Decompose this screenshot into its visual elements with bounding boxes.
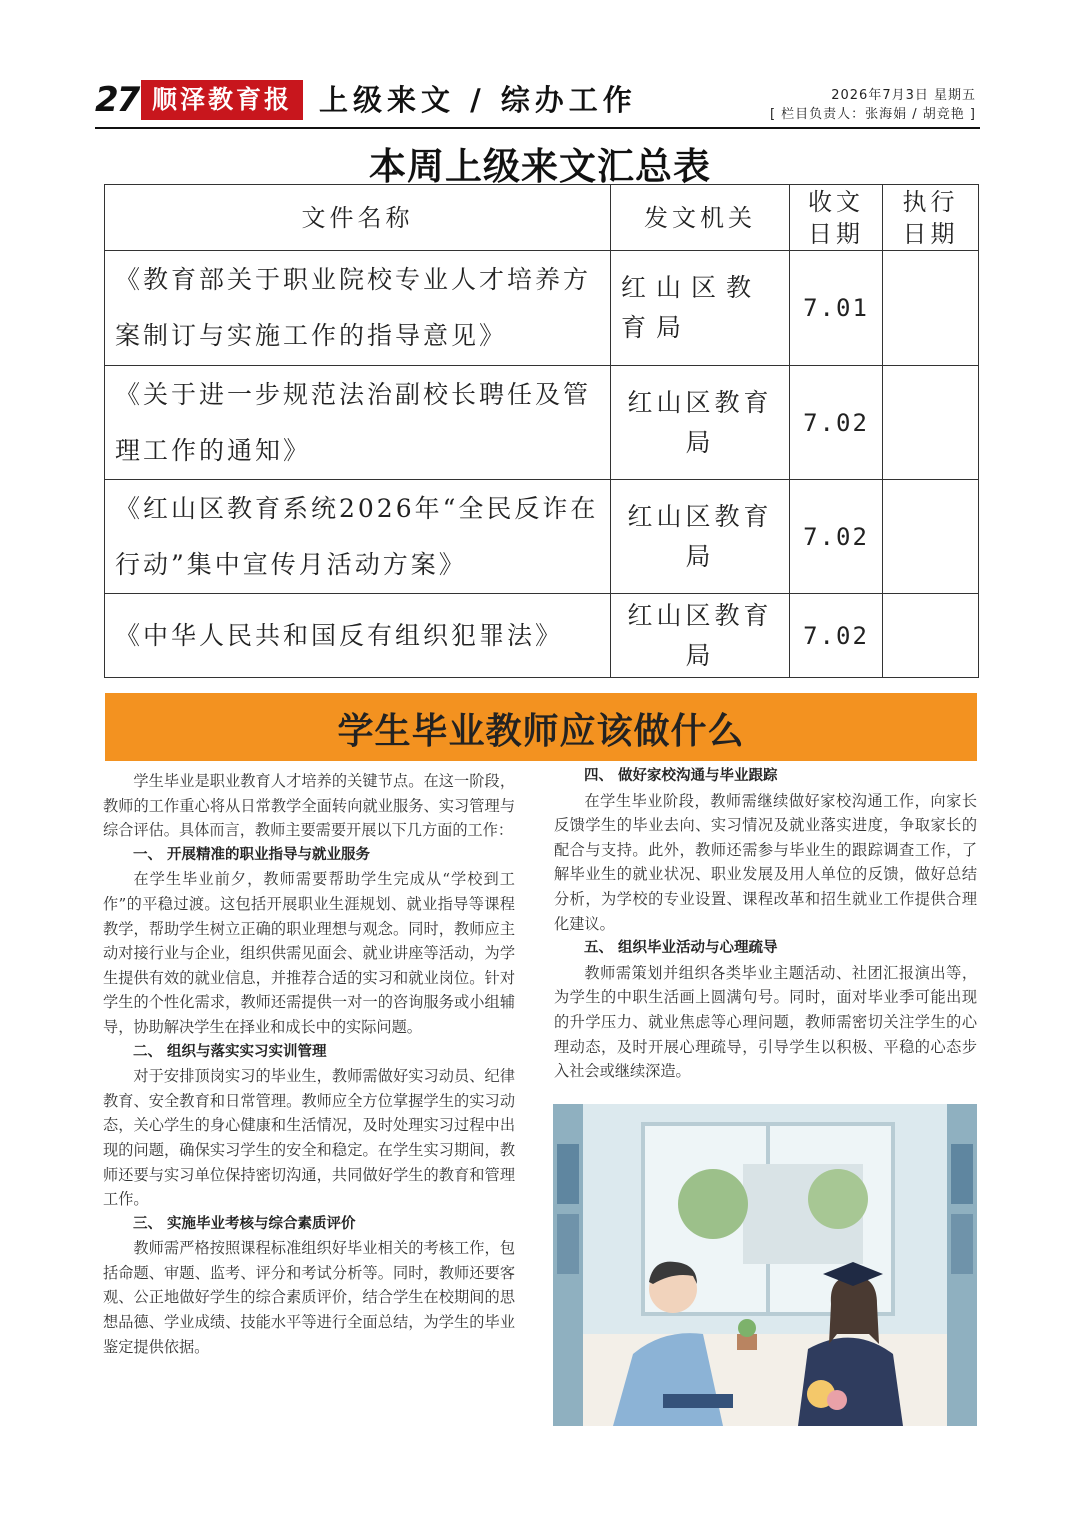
received-date-cell: 7.02 xyxy=(790,366,883,480)
section-body: 教师需策划并组织各类毕业主题活动、社团汇报演出等，为学生的中职生活画上圆满句号。同时，面对毕业季可能出现的升学压力、就业焦虑等心理问题，教师需密切关注学生的心理动态，及时开展心理疏导，引导学生以积极、平稳的心态步入社会或继续深造。 xyxy=(554,963,977,1081)
section-body: 教师需严格按照课程标准组织好毕业相关的考核工作，包括命题、审题、监考、评分和考试分析等。同时，教师还要客观、公正地做好学生的综合素质评价，结合学生在校期间的思想品德、学业成绩、技能水平等进行全面总结，为学生的毕业鉴定提供依据。 xyxy=(103,1239,515,1356)
table-row xyxy=(105,366,979,480)
documents-table xyxy=(104,184,979,678)
page-number: 27 xyxy=(95,80,139,120)
received-date-cell: 7.02 xyxy=(790,480,883,594)
header-received-date: 收文日期 xyxy=(790,185,883,251)
section-heading: 一、 开展精准的职业指导与就业服务 xyxy=(133,846,371,863)
table-row xyxy=(105,480,979,594)
section-title: 上级来文 / 综办工作 xyxy=(319,83,637,117)
table-row xyxy=(105,594,979,678)
section-heading: 四、 做好家校沟通与毕业跟踪 xyxy=(584,768,778,784)
table-row xyxy=(105,251,979,366)
section-heading: 三、 实施毕业考核与综合素质评价 xyxy=(133,1215,356,1232)
executed-date-cell xyxy=(883,480,979,594)
file-name-cell: 《红山区教育系统2026年“全民反诈在行动”集中宣传月活动方案》 xyxy=(105,480,611,594)
article-column-left xyxy=(103,769,515,1359)
file-name-cell: 《教育部关于职业院校专业人才培养方案制订与实施工作的指导意见》 xyxy=(105,251,611,366)
article-title-banner xyxy=(105,693,977,761)
section-body: 对于安排顶岗实习的毕业生，教师需做好实习动员、纪律教育、安全教育和日常管理。教师应全方位掌握学生的实习动态，关心学生的身心健康和生活情况，及时处理实习过程中出现的问题，确保实习学生的安全和稳定。在学生实习期间，教师还要与实习单位保持密切沟通，共同做好学生的教育和管理工作。 xyxy=(103,1067,515,1209)
article-title: 学生毕业教师应该做什么 xyxy=(337,711,745,752)
page-header xyxy=(95,78,980,130)
header-divider xyxy=(95,127,980,129)
header-file-name: 文件名称 xyxy=(105,185,611,251)
file-name-cell: 《关于进一步规范法治副校长聘任及管理工作的通知》 xyxy=(105,366,611,480)
newspaper-logo: 顺泽教育报 xyxy=(141,80,303,120)
received-date-cell: 7.02 xyxy=(790,594,883,678)
issue-date: 2026年7月3日 星期五 xyxy=(831,88,976,103)
section-heading: 二、 组织与落实实习实训管理 xyxy=(133,1043,327,1060)
article-intro: 学生毕业是职业教育人才培养的关键节点。在这一阶段，教师的工作重心将从日常教学全面转向就业服务、实习管理与综合评估。具体而言，教师主要需要开展以下几方面的工作： xyxy=(103,772,515,840)
section-body: 在学生毕业前夕，教师需要帮助学生完成从“学校到工作”的平稳过渡。这包括开展职业生涯规划、就业指导等课程教学，帮助学生树立正确的职业理想与观念。同时，教师应主动对接行业与企业，组织供需见面会、就业讲座等活动，为学生提供有效的就业信息，并推荐合适的实习和就业岗位。针对学生的个性化需求，教师还需提供一对一的咨询服务或小组辅导，协助解决学生在择业和成长中的实际问题。 xyxy=(103,870,515,1036)
executed-date-cell xyxy=(883,251,979,366)
table-title: 本周上级来文汇总表 xyxy=(369,144,711,188)
section-heading: 五、 组织毕业活动与心理疏导 xyxy=(584,940,778,957)
article-column-right xyxy=(554,764,977,1084)
issuer-cell: 红山区教育局 xyxy=(611,480,790,594)
executed-date-cell xyxy=(883,366,979,480)
graduation-illustration xyxy=(553,1104,977,1426)
issuer-cell: 红山区教育局 xyxy=(611,594,790,678)
table-header-row xyxy=(105,185,979,251)
received-date-cell: 7.01 xyxy=(790,251,883,366)
file-name-cell: 《中华人民共和国反有组织犯罪法》 xyxy=(105,594,611,678)
section-body: 在学生毕业阶段，教师需继续做好家校沟通工作，向家长反馈学生的毕业去向、实习情况及就业落实进度，争取家长的配合与支持。此外，教师还需参与毕业生的跟踪调查工作，了解毕业生的就业状况、职业发展及用人单位的反馈，做好总结分析，为学校的专业设置、课程改革和招生就业工作提供合理化建议。 xyxy=(554,791,977,933)
column-editors: [ 栏目负责人：张海娟 / 胡竞艳 ] xyxy=(769,107,976,122)
issuer-cell: 红山区教育局 xyxy=(611,366,790,480)
issuer-cell: 红山区教育局 xyxy=(611,251,790,366)
executed-date-cell xyxy=(883,594,979,678)
header-issuer: 发文机关 xyxy=(611,185,790,251)
header-executed-date: 执行日期 xyxy=(883,185,979,251)
